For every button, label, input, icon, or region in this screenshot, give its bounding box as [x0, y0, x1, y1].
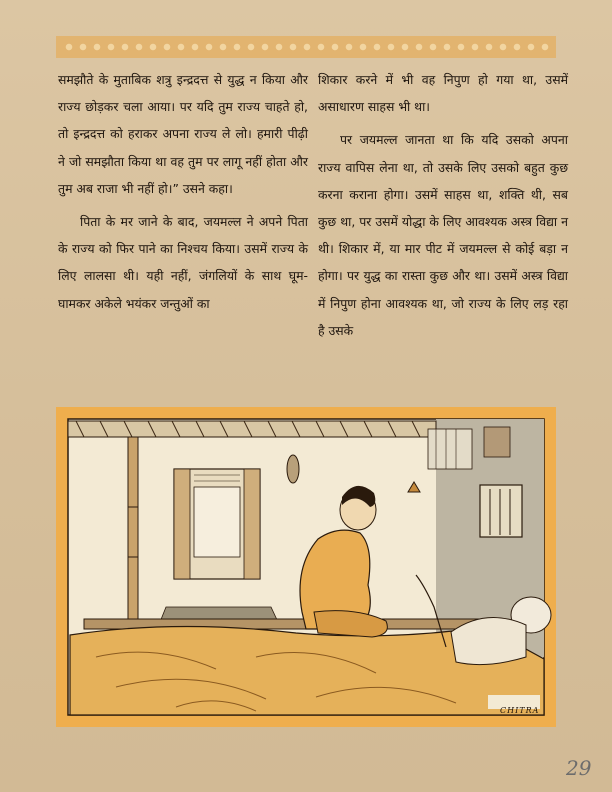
artist-signature: CHITRA — [500, 706, 540, 715]
left-text-column — [58, 66, 308, 317]
door-left-panel — [174, 469, 190, 579]
wooden-pillar — [128, 437, 138, 632]
right-text-column — [318, 66, 568, 344]
right-paragraph-2: पर जयमल्ल जानता था कि यदि उसको अपना राज्य वापिस लेना था, तो उसके लिए उसको बहुत कुछ करना कराना होगा। उसमें साहस था, शक्ति थी, सब कुछ था, पर उसमें योद्धा के लिए आवश्यक अस्त्र विद्या न थी। शिकार में, या मार पीट में जयमल्ल से कोई बड़ा न होगा। पर युद्ध का रास्ता कुछ और था। उसमें अस्त्र विद्या में निपुण होना आवश्यक था, जो राज्य के लिए लड़ रहा है उसके — [318, 132, 568, 338]
left-paragraph-1: समझौते के मुताबिक शत्रु इन्द्रदत्त से युद्ध न किया और राज्य छोड़कर चला आया। पर यदि तुम राज्य चाहते हो, तो इन्द्रदत्त को हराकर अपना राज्य ले लो। हमारी पीढ़ी ने जो समझौता किया था वह तुम पर लागू नहीं होता और तुम अब राजा भी नहीं हो।” उसने कहा। — [58, 72, 308, 196]
right-paragraph-1: शिकार करने में भी वह निपुण हो गया था, उसमें असाधारण साहस भी था। — [318, 72, 568, 115]
wall-window — [480, 485, 522, 537]
border-dot-pattern — [62, 40, 550, 54]
illustration-drawing — [56, 407, 556, 727]
door-right-panel — [244, 469, 260, 579]
hanging-clothes — [428, 429, 472, 469]
decorative-top-border — [56, 36, 556, 58]
left-paragraph-2: पिता के मर जाने के बाद, जयमल्ल ने अपने पिता के राज्य को फिर पाने का निश्चय किया। उसमें राज्य के लिए लालसा थी। यही नहीं, जंगलियों के साथ घूम-घामकर अकेले भयंकर जन्तुओं का — [58, 214, 308, 311]
story-illustration — [56, 407, 556, 727]
hanging-cloth-dark — [484, 427, 510, 457]
ceiling-beam — [68, 421, 436, 437]
page-number: 29 — [566, 756, 592, 780]
hanging-lamp — [287, 455, 299, 483]
